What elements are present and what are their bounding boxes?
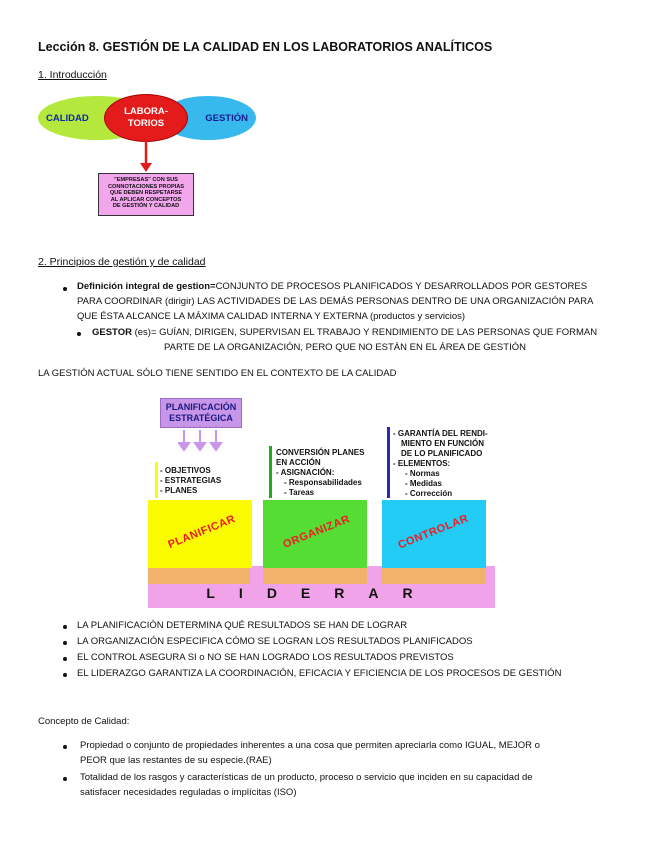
planificar-item: - PLANES <box>160 486 198 495</box>
list-item: EL CONTROL ASEGURA SI o NO SE HAN LOGRADO LOS RESULTADOS PREVISTOS <box>77 652 454 663</box>
gestion-label: GESTIÓN <box>205 112 248 124</box>
planificar-items <box>160 466 221 496</box>
quality-text: Totalidad de los rasgos y características de un producto, proceso o servicio que inciden en su capacidad de <box>80 772 533 783</box>
list-item: LA ORGANIZACIÓN ESPECIFICA CÓMO SE LOGRAN LOS RESULTADOS PLANIFICADOS <box>77 636 473 647</box>
quality-text: PEOR que las restantes de su especie.(RAE) <box>80 755 272 766</box>
bullet-icon <box>63 657 67 661</box>
gestor-text-2: PARTE DE LA ORGANIZACIÓN, PERO QUE NO ESTÁN EN EL ÁREA DE GESTIÓN <box>164 342 526 353</box>
organizar-item: EN ACCIÓN <box>276 458 321 467</box>
controlar-item: - Corrección <box>405 489 453 498</box>
organizar-foot <box>263 566 367 584</box>
gestor-text-1: (es)= GUÍAN, DIRIGEN, SUPERVISAN EL TRABAJO Y RENDIMIENTO DE LAS PERSONAS QUE FORMAN <box>131 327 598 338</box>
organizar-item: - Responsabilidades <box>284 478 362 487</box>
planificar-block <box>148 500 252 568</box>
organizar-item: - ASIGNACIÓN: <box>276 468 335 477</box>
note-line: QUE DEBEN RESPETARSE <box>109 190 183 197</box>
planning-box-line1: PLANIFICACIÓN <box>165 402 237 412</box>
note-line: DE GESTIÓN Y CALIDAD <box>112 203 180 210</box>
planificar-bar <box>155 462 158 498</box>
liderar-label: LIDERAR <box>206 585 437 601</box>
planning-box-line2: ESTRATÉGICA <box>169 413 233 423</box>
definition-text-2: PARA COORDINAR (dirigir) LAS ACTIVIDADES DE LAS DEMÁS PERSONAS DENTRO DE UNA ORGANIZACIÓN PARA <box>77 296 594 307</box>
list-item: EL LIDERAZGO GARANTIZA LA COORDINACIÓN, EFICACIA Y EFICIENCIA DE LOS PROCESOS DE GESTIÓN <box>77 668 562 679</box>
down-arrows-icon <box>178 430 224 452</box>
controlar-item: - ELEMENTOS: <box>393 459 451 468</box>
definition-bullet <box>77 279 593 324</box>
laboratorios-ellipse <box>104 94 188 142</box>
planificar-item: - OBJETIVOS <box>160 466 211 475</box>
bullet-icon <box>77 332 81 336</box>
page-title: Lección 8. GESTIÓN DE LA CALIDAD EN LOS LABORATORIOS ANALÍTICOS <box>38 40 493 54</box>
section-heading-intro: 1. Introducción <box>38 69 107 81</box>
note-line: AL APLICAR CONCEPTOS <box>110 196 182 203</box>
controlar-item: MIENTO EN FUNCIÓN <box>401 439 484 448</box>
bullet-icon <box>63 641 67 645</box>
bullet-icon <box>63 673 67 677</box>
quality-text: satisfacer necesidades reguladas o implícitas (ISO) <box>80 787 297 798</box>
planificar-label: PLANIFICAR <box>166 513 238 551</box>
planificar-foot <box>148 566 250 584</box>
empresas-note <box>98 173 194 216</box>
section-heading-principles: 2. Principios de gestión y de calidad <box>38 256 206 268</box>
definition-text-1: CONJUNTO DE PROCESOS PLANIFICADOS Y DESARROLLADOS POR GESTORES <box>215 281 588 292</box>
note-line: CONNOTACIONES PROPIAS <box>107 183 185 190</box>
bullet-icon <box>63 625 67 629</box>
organizar-block <box>263 500 367 568</box>
quality-heading: Concepto de Calidad: <box>38 716 130 727</box>
controlar-bar <box>387 427 390 498</box>
organizar-items <box>276 448 364 498</box>
calidad-label: CALIDAD <box>46 112 89 124</box>
quality-bullet-rae <box>80 738 540 768</box>
organizar-item: - Tareas <box>284 488 315 497</box>
laboratorios-label-2: TORIOS <box>127 118 165 129</box>
organizar-item: CONVERSIÓN PLANES <box>276 448 365 457</box>
controlar-item: - Normas <box>405 469 440 478</box>
controlar-label: CONTROLAR <box>396 512 471 552</box>
planificar-item: - ESTRATEGIAS <box>160 476 222 485</box>
definition-term: Definición integral de gestion= <box>77 281 216 292</box>
definition-text-3: QUE ÉSTA ALCANCE LA MÁXIMA CALIDAD INTERNA Y EXTERNA (productos y servicios) <box>77 311 466 322</box>
bullet-icon <box>63 745 67 749</box>
bullet-icon <box>63 777 67 781</box>
organizar-label: ORGANIZAR <box>281 513 352 551</box>
controlar-item: - GARANTÍA DEL RENDI- <box>393 429 488 438</box>
note-line: "EMPRESAS" CON SUS <box>114 177 178 183</box>
planning-box <box>160 398 242 428</box>
controlar-block <box>382 500 486 568</box>
organizar-bar <box>269 446 272 498</box>
context-line: LA GESTIÓN ACTUAL SÓLO TIENE SENTIDO EN EL CONTEXTO DE LA CALIDAD <box>38 368 397 379</box>
gestor-term: GESTOR <box>92 327 132 338</box>
laboratorios-label-1: LABORA- <box>124 106 168 117</box>
controlar-item: - Medidas <box>405 479 442 488</box>
quality-text: Propiedad o conjunto de propiedades inherentes a una cosa que permiten apreciarla como IGUAL, MEJOR o <box>80 740 540 751</box>
controlar-items <box>393 429 488 499</box>
gestor-bullet <box>92 325 597 355</box>
down-arrow-icon <box>138 138 154 174</box>
quality-bullet-iso <box>80 770 533 800</box>
controlar-foot <box>382 566 486 584</box>
list-item: LA PLANIFICACIÓN DETERMINA QUÉ RESULTADOS SE HAN DE LOGRAR <box>77 620 408 631</box>
bullet-icon <box>63 287 67 291</box>
controlar-item: DE LO PLANIFICADO <box>401 449 483 458</box>
